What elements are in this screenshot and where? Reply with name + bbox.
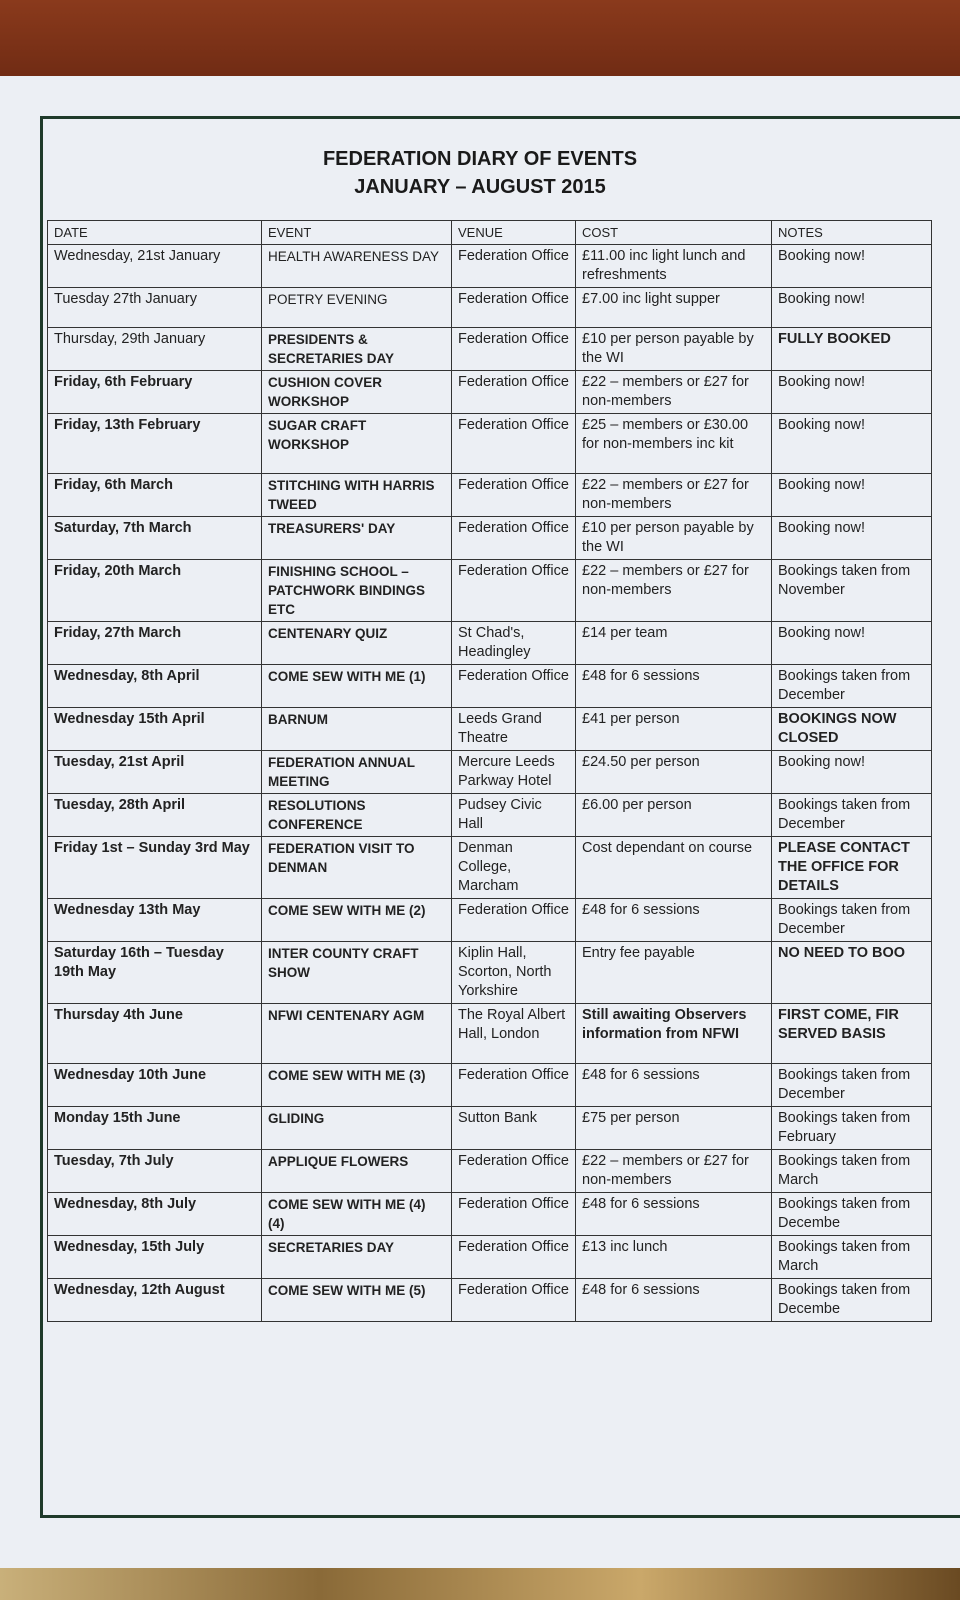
header-venue: VENUE: [452, 221, 576, 245]
date-cell: Friday, 6th March: [48, 474, 262, 517]
date-cell: Thursday, 29th January: [48, 328, 262, 371]
table-row: [48, 414, 932, 474]
venue-cell: Kiplin Hall, Scorton, North Yorkshire: [452, 942, 576, 1004]
table-row: [48, 622, 932, 665]
table-row: [48, 1150, 932, 1193]
venue-cell: Mercure Leeds Parkway Hotel: [452, 751, 576, 794]
event-cell: APPLIQUE FLOWERS: [262, 1150, 452, 1193]
notes-cell: Bookings taken from December: [772, 1064, 932, 1107]
date-cell: Monday 15th June: [48, 1107, 262, 1150]
date-cell: Tuesday, 28th April: [48, 794, 262, 837]
venue-cell: Federation Office: [452, 1064, 576, 1107]
cost-cell: £24.50 per person: [576, 751, 772, 794]
notes-cell: Bookings taken from November: [772, 560, 932, 622]
header-date: DATE: [48, 221, 262, 245]
notes-cell: Bookings taken from December: [772, 899, 932, 942]
notes-cell: FIRST COME, FIR SERVED BASIS: [772, 1004, 932, 1064]
venue-cell: Federation Office: [452, 1193, 576, 1236]
date-cell: Friday, 13th February: [48, 414, 262, 474]
notes-cell: Booking now!: [772, 371, 932, 414]
cost-cell: £22 – members or £27 for non-members: [576, 560, 772, 622]
date-cell: Wednesday 10th June: [48, 1064, 262, 1107]
event-cell: SUGAR CRAFT WORKSHOP: [262, 414, 452, 474]
table-row: [48, 288, 932, 328]
event-cell: COME SEW WITH ME (2): [262, 899, 452, 942]
notes-cell: Bookings taken from December: [772, 794, 932, 837]
event-cell: COME SEW WITH ME (3): [262, 1064, 452, 1107]
event-cell: COME SEW WITH ME (4) (4): [262, 1193, 452, 1236]
date-cell: Tuesday, 21st April: [48, 751, 262, 794]
cost-cell: £22 – members or £27 for non-members: [576, 371, 772, 414]
venue-cell: Federation Office: [452, 414, 576, 474]
venue-cell: Federation Office: [452, 517, 576, 560]
event-cell: POETRY EVENING: [262, 288, 452, 328]
date-cell: Wednesday, 12th August: [48, 1279, 262, 1322]
date-cell: Friday, 6th February: [48, 371, 262, 414]
table-row: [48, 899, 932, 942]
table-row: [48, 245, 932, 288]
venue-cell: Federation Office: [452, 1236, 576, 1279]
event-cell: COME SEW WITH ME (5): [262, 1279, 452, 1322]
date-cell: Tuesday 27th January: [48, 288, 262, 328]
venue-cell: Federation Office: [452, 1150, 576, 1193]
cost-cell: £7.00 inc light supper: [576, 288, 772, 328]
document-subtitle: JANUARY – AUGUST 2015: [354, 176, 606, 198]
notes-cell: Bookings taken from December: [772, 665, 932, 708]
date-cell: Wednesday 13th May: [48, 899, 262, 942]
venue-cell: Federation Office: [452, 328, 576, 371]
table-row: [48, 1107, 932, 1150]
event-cell: RESOLUTIONS CONFERENCE: [262, 794, 452, 837]
table-row: [48, 1004, 932, 1064]
cost-cell: £48 for 6 sessions: [576, 899, 772, 942]
cost-cell: £48 for 6 sessions: [576, 1279, 772, 1322]
event-cell: FEDERATION VISIT TO DENMAN: [262, 837, 452, 899]
event-cell: TREASURERS' DAY: [262, 517, 452, 560]
venue-cell: Pudsey Civic Hall: [452, 794, 576, 837]
table-row: [48, 942, 932, 1004]
event-cell: CENTENARY QUIZ: [262, 622, 452, 665]
event-cell: FINISHING SCHOOL – PATCHWORK BINDINGS ETC: [262, 560, 452, 622]
notes-cell: Bookings taken from March: [772, 1236, 932, 1279]
date-cell: Friday 1st – Sunday 3rd May: [48, 837, 262, 899]
notes-cell: Bookings taken from February: [772, 1107, 932, 1150]
event-cell: NFWI CENTENARY AGM: [262, 1004, 452, 1064]
paper-sheet: [0, 76, 960, 1568]
cost-cell: £41 per person: [576, 708, 772, 751]
date-cell: Thursday 4th June: [48, 1004, 262, 1064]
notes-cell: Booking now!: [772, 517, 932, 560]
cost-cell: £13 inc lunch: [576, 1236, 772, 1279]
notes-cell: FULLY BOOKED: [772, 328, 932, 371]
date-cell: Wednesday, 15th July: [48, 1236, 262, 1279]
table-header-row: [48, 221, 932, 245]
cost-cell: Still awaiting Observers information from NFWI: [576, 1004, 772, 1064]
notes-cell: Booking now!: [772, 751, 932, 794]
notes-cell: Booking now!: [772, 288, 932, 328]
cost-cell: £14 per team: [576, 622, 772, 665]
desk-edge: [0, 1568, 960, 1600]
event-cell: BARNUM: [262, 708, 452, 751]
cost-cell: £48 for 6 sessions: [576, 665, 772, 708]
venue-cell: Federation Office: [452, 1279, 576, 1322]
table-row: [48, 1064, 932, 1107]
cost-cell: £75 per person: [576, 1107, 772, 1150]
venue-cell: The Royal Albert Hall, London: [452, 1004, 576, 1064]
table-row: [48, 837, 932, 899]
date-cell: Friday, 27th March: [48, 622, 262, 665]
notes-cell: Booking now!: [772, 622, 932, 665]
cost-cell: £10 per person payable by the WI: [576, 517, 772, 560]
date-cell: Saturday, 7th March: [48, 517, 262, 560]
cost-cell: £10 per person payable by the WI: [576, 328, 772, 371]
event-cell: HEALTH AWARENESS DAY: [262, 245, 452, 288]
venue-cell: St Chad's, Headingley: [452, 622, 576, 665]
header-cost: COST: [576, 221, 772, 245]
notes-cell: Booking now!: [772, 245, 932, 288]
cost-cell: £6.00 per person: [576, 794, 772, 837]
table-row: [48, 1279, 932, 1322]
header-event: EVENT: [262, 221, 452, 245]
event-cell: CUSHION COVER WORKSHOP: [262, 371, 452, 414]
events-table: [47, 220, 932, 1322]
cost-cell: £22 – members or £27 for non-members: [576, 1150, 772, 1193]
date-cell: Friday, 20th March: [48, 560, 262, 622]
date-cell: Saturday 16th – Tuesday 19th May: [48, 942, 262, 1004]
event-cell: STITCHING WITH HARRIS TWEED: [262, 474, 452, 517]
notes-cell: Booking now!: [772, 474, 932, 517]
event-cell: FEDERATION ANNUAL MEETING: [262, 751, 452, 794]
event-cell: INTER COUNTY CRAFT SHOW: [262, 942, 452, 1004]
venue-cell: Federation Office: [452, 288, 576, 328]
notes-cell: Booking now!: [772, 414, 932, 474]
document-title: FEDERATION DIARY OF EVENTS: [322, 148, 638, 170]
date-cell: Wednesday, 8th April: [48, 665, 262, 708]
notes-cell: Bookings taken from Decembe: [772, 1279, 932, 1322]
notes-cell: PLEASE CONTACT THE OFFICE FOR DETAILS: [772, 837, 932, 899]
event-cell: PRESIDENTS & SECRETARIES DAY: [262, 328, 452, 371]
table-row: [48, 474, 932, 517]
table-row: [48, 328, 932, 371]
date-cell: Wednesday 15th April: [48, 708, 262, 751]
cost-cell: £48 for 6 sessions: [576, 1064, 772, 1107]
notes-cell: BOOKINGS NOW CLOSED: [772, 708, 932, 751]
table-row: [48, 371, 932, 414]
date-cell: Wednesday, 21st January: [48, 245, 262, 288]
table-row: [48, 517, 932, 560]
venue-cell: Denman College, Marcham: [452, 837, 576, 899]
header-notes: NOTES: [772, 221, 932, 245]
venue-cell: Federation Office: [452, 245, 576, 288]
cost-cell: Cost dependant on course: [576, 837, 772, 899]
venue-cell: Federation Office: [452, 560, 576, 622]
notes-cell: Bookings taken from Decembe: [772, 1193, 932, 1236]
table-row: [48, 1236, 932, 1279]
cost-cell: £11.00 inc light lunch and refreshments: [576, 245, 772, 288]
event-cell: GLIDING: [262, 1107, 452, 1150]
venue-cell: Leeds Grand Theatre: [452, 708, 576, 751]
table-row: [48, 665, 932, 708]
venue-cell: Federation Office: [452, 371, 576, 414]
cost-cell: £22 – members or £27 for non-members: [576, 474, 772, 517]
cost-cell: £48 for 6 sessions: [576, 1193, 772, 1236]
venue-cell: Sutton Bank: [452, 1107, 576, 1150]
table-row: [48, 1193, 932, 1236]
table-row: [48, 751, 932, 794]
venue-cell: Federation Office: [452, 665, 576, 708]
table-row: [48, 560, 932, 622]
notes-cell: NO NEED TO BOO: [772, 942, 932, 1004]
notes-cell: Bookings taken from March: [772, 1150, 932, 1193]
table-row: [48, 794, 932, 837]
event-cell: SECRETARIES DAY: [262, 1236, 452, 1279]
event-cell: COME SEW WITH ME (1): [262, 665, 452, 708]
table-row: [48, 708, 932, 751]
cost-cell: £25 – members or £30.00 for non-members inc kit: [576, 414, 772, 474]
cost-cell: Entry fee payable: [576, 942, 772, 1004]
venue-cell: Federation Office: [452, 899, 576, 942]
date-cell: Tuesday, 7th July: [48, 1150, 262, 1193]
venue-cell: Federation Office: [452, 474, 576, 517]
date-cell: Wednesday, 8th July: [48, 1193, 262, 1236]
